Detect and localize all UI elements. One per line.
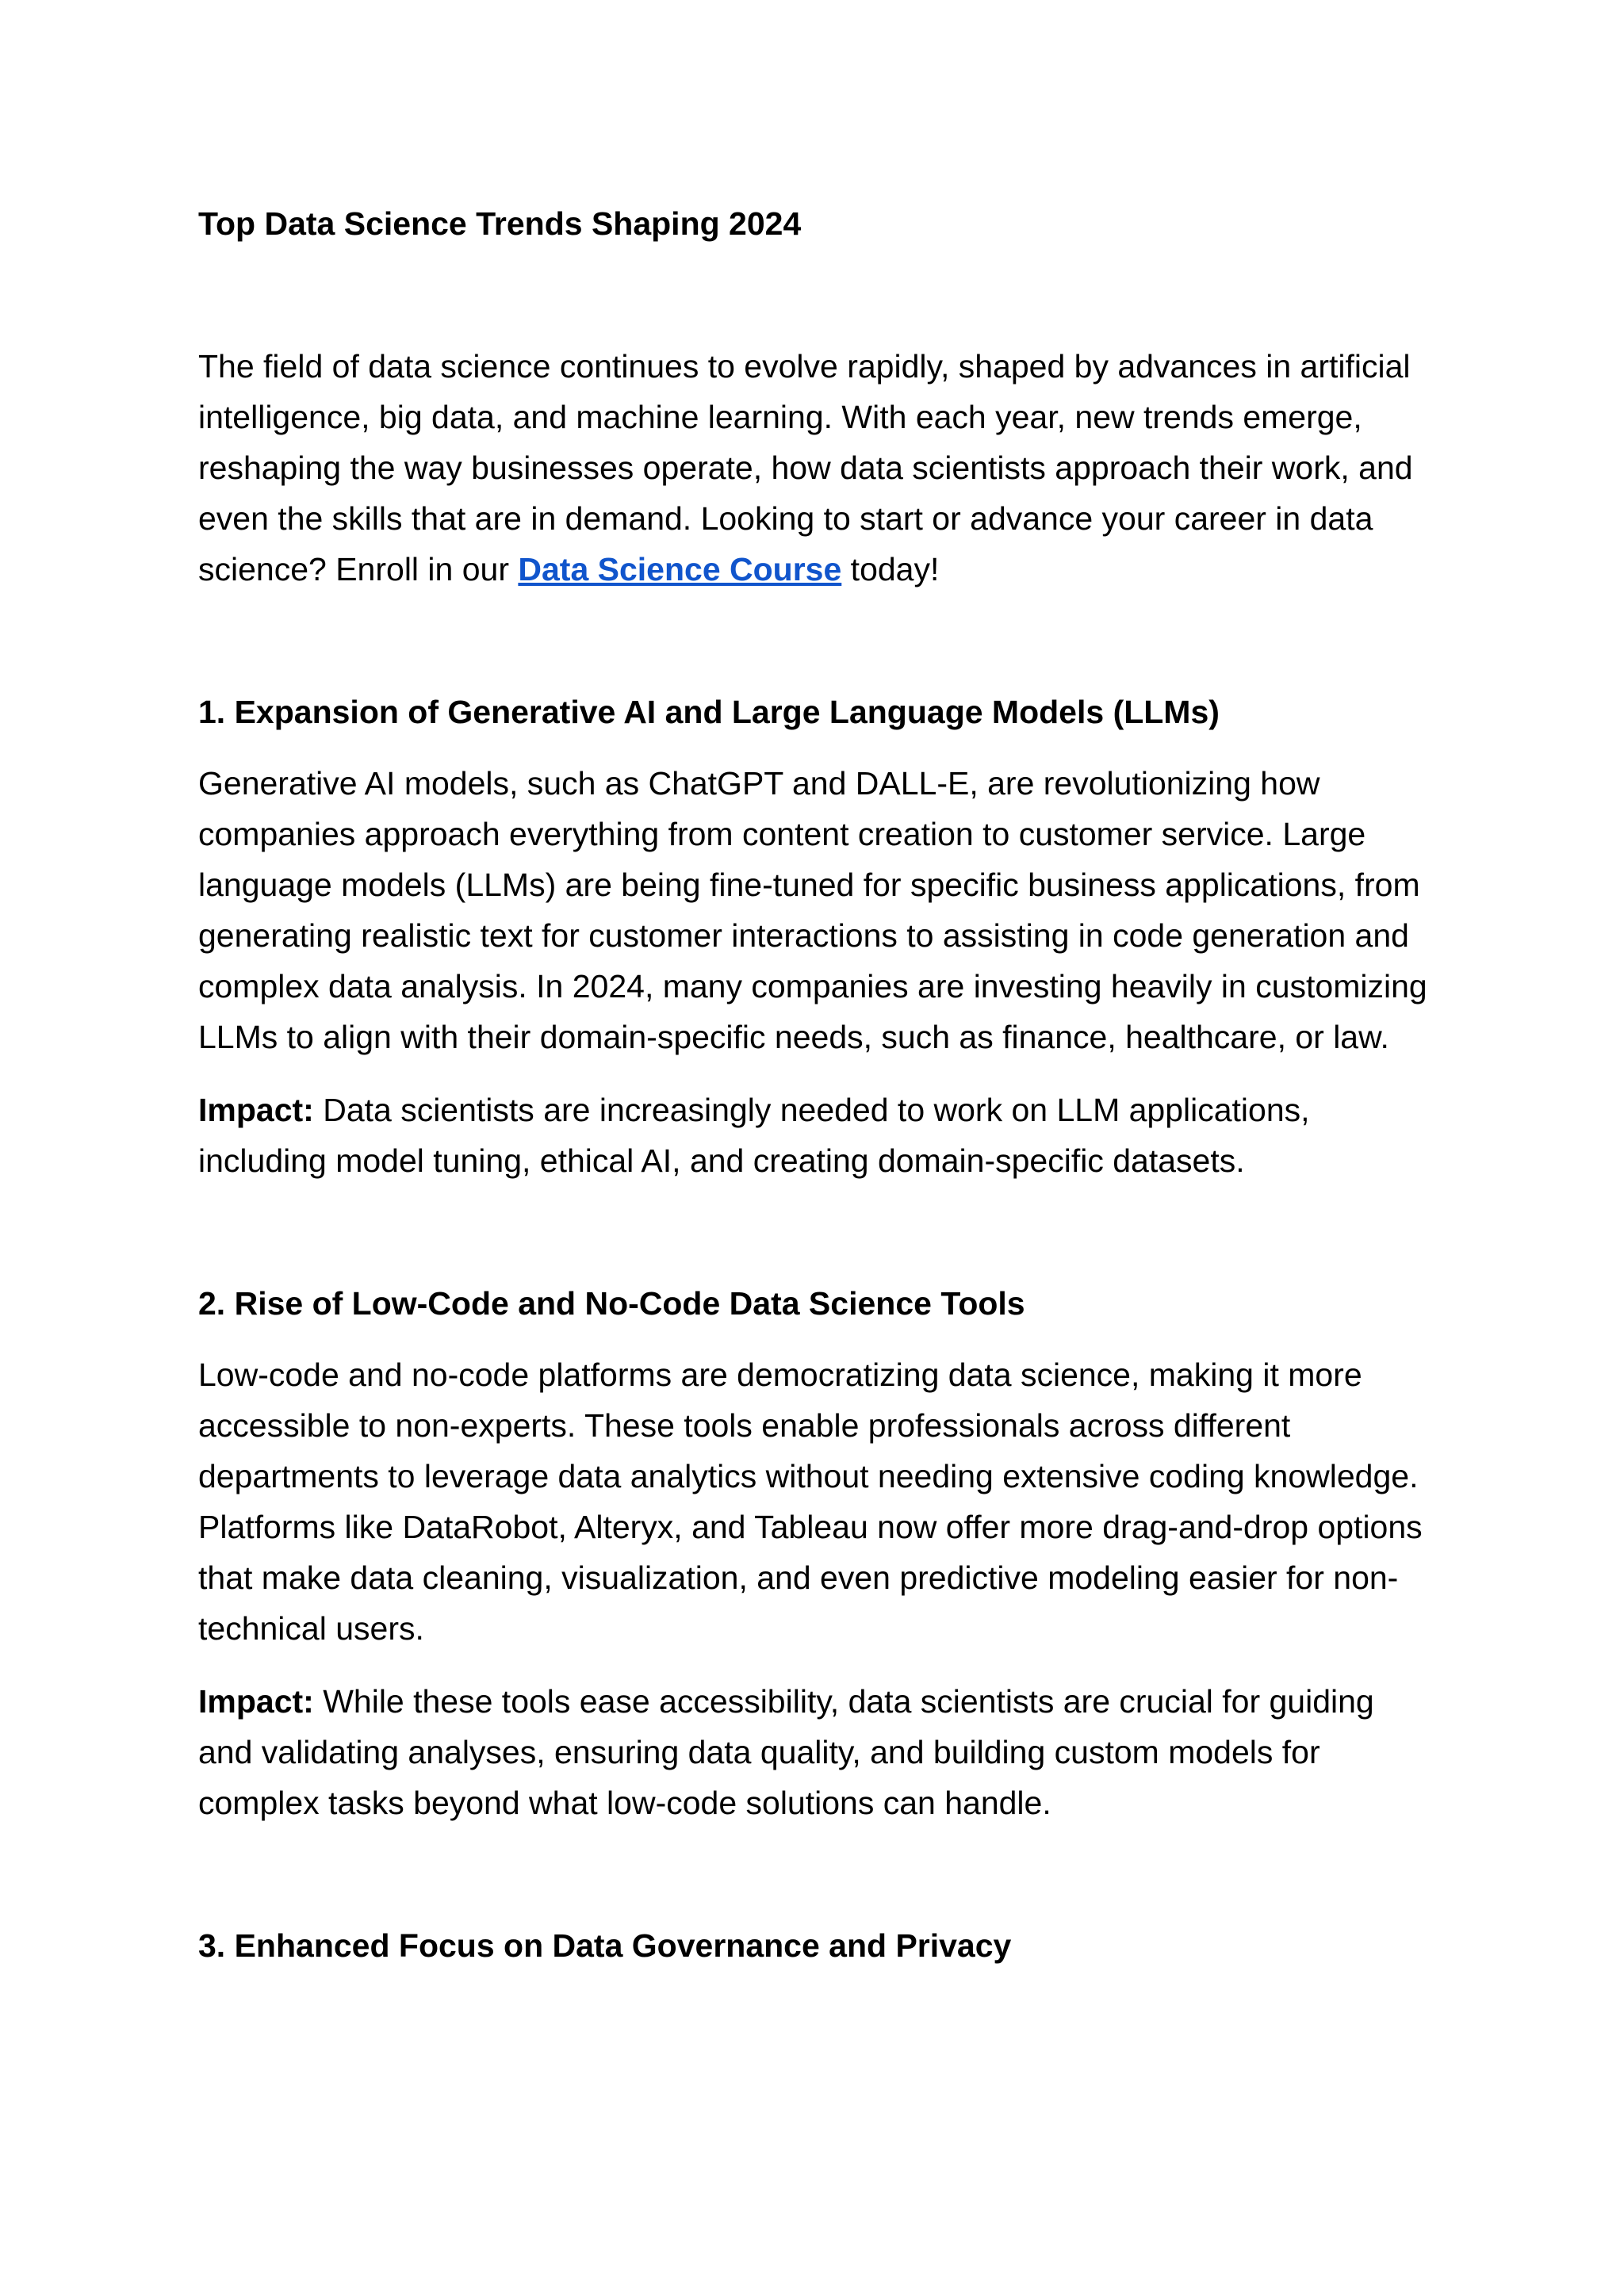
document-content [198, 200, 1435, 1992]
impact-label: Impact: [198, 1092, 314, 1128]
section-2-heading: 2. Rise of Low-Code and No-Code Data Science Tools [198, 1285, 1025, 1322]
impact-text: While these tools ease accessibility, data scientists are crucial for guiding and validating analyses, ensuring data quality, and building custom models for complex tasks beyond what low-code solutions can handle. [198, 1683, 1374, 1821]
section-3-heading: 3. Enhanced Focus on Data Governance and Privacy [198, 1927, 1012, 1964]
intro-text-end: today! [841, 551, 940, 587]
section-1-heading: 1. Expansion of Generative AI and Large Language Models (LLMs) [198, 694, 1220, 730]
section-1-impact [198, 1085, 1435, 1186]
impact-label: Impact: [198, 1683, 314, 1720]
section-2-body: Low-code and no-code platforms are democratizing data science, making it more accessible to non-experts. These tools enable professionals across different departments to leverage data analytics without needing extensive coding knowledge. Platforms like DataRobot, Alteryx, and Tableau now offer more drag-and-drop options that make data cleaning, visualization, and even predictive modeling easier for non-technical users. [198, 1357, 1423, 1647]
intro-text: The field of data science continues to evolve rapidly, shaped by advances in artificial intelligence, big data, and machine learning. With each year, new trends emerge, reshaping the way businesses operate, how data scientists approach their work, and even the skills that are in demand. Looking to start or advance your career in data science? Enroll in our [198, 348, 1413, 587]
intro-paragraph [198, 341, 1435, 595]
data-science-course-link[interactable]: Data Science Course [518, 551, 842, 587]
section-2-impact [198, 1676, 1435, 1828]
document-title: Top Data Science Trends Shaping 2024 [198, 205, 802, 242]
section-1-body: Generative AI models, such as ChatGPT and DALL-E, are revolutionizing how companies approach everything from content creation to customer service. Large language models (LLMs) are being fine-tuned for specific business applications, from generating realistic text for customer interactions to assisting in code generation and complex data analysis. In 2024, many companies are investing heavily in customizing LLMs to align with their domain-specific needs, such as finance, healthcare, or law. [198, 765, 1427, 1055]
impact-text: Data scientists are increasingly needed to work on LLM applications, including model tuning, ethical AI, and creating domain-specific datasets. [198, 1092, 1310, 1179]
